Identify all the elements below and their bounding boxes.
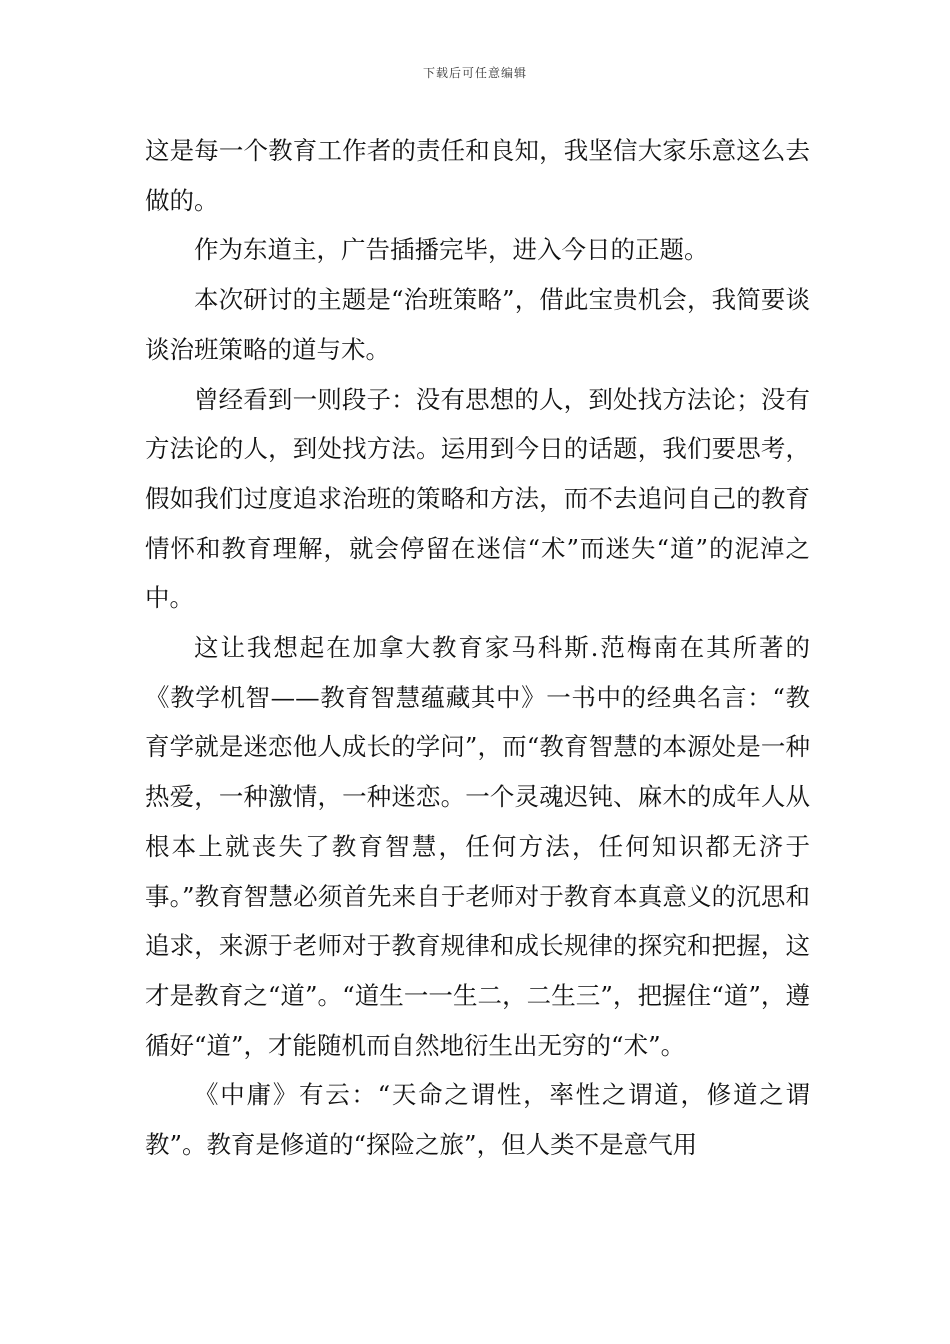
paragraph-continuation: 这是每一个教育工作者的责任和良知，我坚信大家乐意这么去做的。 bbox=[145, 136, 810, 215]
paragraph-host-intro: 作为东道主，广告插播完毕，进入今日的正题。 bbox=[194, 235, 709, 265]
paragraph-anecdote: 曾经看到一则段子：没有思想的人，到处找方法论；没有方法论的人，到处找方法。运用到今日的话题，我们要思考，假如我们过度追求治班的策略和方法，而不去追问自己的教育情怀和教育理解，就会停留在迷信“术”而迷失“道”的泥淖之中。 bbox=[145, 384, 810, 613]
page-header: 下载后可任意编辑 bbox=[422, 66, 527, 80]
document-body bbox=[145, 126, 810, 1170]
paragraph-topic: 本次研讨的主题是“治班策略”，借此宝贵机会，我简要谈谈治班策略的道与术。 bbox=[145, 285, 810, 364]
paragraph-zhongyong: 《中庸》有云：“天命之谓性，率性之谓道，修道之谓教”。教育是修道的“探险之旅”，但人类不是意气用 bbox=[145, 1080, 810, 1160]
paragraph-quote-van-manen: 这让我想起在加拿大教育家马科斯.范梅南在其所著的《教学机智——教育智慧蕴藏其中》一书中的经典名言：“教育学就是迷恋他人成长的学问”，而“教育智慧的本源处是一种热爱，一种激情，一种迷恋。一个灵魂迟钝、麻木的成年人从根本上就丧失了教育智慧，任何方法，任何知识都无济于事。”教育智慧必须首先来自于老师对于教育本真意义的沉思和追求，来源于老师对于教育规律和成长规律的探究和把握，这才是教育之“道”。“道生一一生二，二生三”，把握住“道”，遵循好“道”，才能随机而自然地衍生出无穷的“术”。 bbox=[145, 633, 810, 1060]
